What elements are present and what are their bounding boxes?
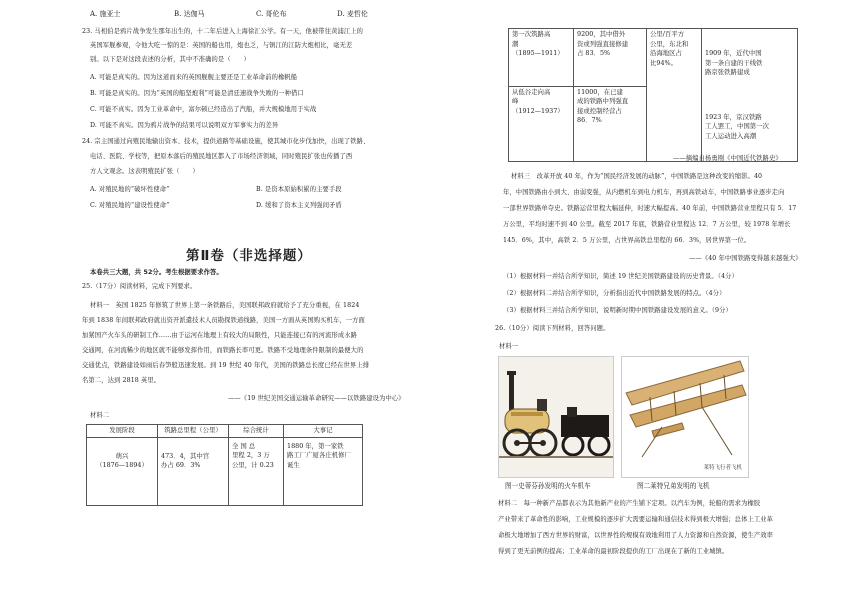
q25-part-2: （2）根据材料二并结合所学知识，分析指出近代中国铁路发展的特点。（4分） (503, 290, 726, 297)
q25-part-3: （3）根据材料三并结合所学知识，说明新时期中国铁路建设发展的意义。（9分） (503, 307, 732, 314)
q25-part-1: （1）根据材料一并结合所学知识，简述 19 世纪美国铁路建设的历史背景。（4分） (503, 273, 738, 280)
table1-source: ——摘编自杨勇刚《中国近代铁路史》 (673, 155, 782, 162)
q23-option-a: A. 可能是真实的。因为这道而来的英国舰舰主要还是工业革命前的橡帆船 (90, 74, 298, 81)
locomotive-image (498, 356, 614, 478)
q23-line: 别。以下是对这段表述的分析，其中不准确的是（ ） (90, 56, 250, 63)
table-header-cell: 大事记 (284, 425, 363, 438)
material3-line: 一部世界铁路单夺史。铁路运营里程大幅延伸，时速大幅提高。40 年前，中国铁路营业里程只有 5．17 (503, 205, 797, 212)
locomotive-illustration (499, 357, 613, 477)
airplane-illustration (622, 357, 748, 477)
railway-stage-table-continued (508, 28, 798, 162)
q24-line: 电话、医院、学校等，把原本落后的殖民地区都入了市场经济领域，同时殖民扩张也传播了西 (90, 153, 353, 160)
table-cell (702, 29, 798, 162)
q26-material1-label: 材料一 (499, 343, 519, 350)
flyer-label: 莱特飞行者飞机 (703, 465, 742, 471)
table-cell: 全 国 总 里程 2，3 万 公里，计 0.23 (229, 437, 284, 505)
q23-line: 英国军舰参观，令他大吃一惊的是：英国的船也用，炮也乏，与镇江的江防大炮相比，毫无差 (90, 42, 353, 49)
table-header-cell: 筑路总里程（公里） (158, 425, 229, 438)
q24-line: 24. 宗主国通过向殖民地输出资本、技术，提供道路等基础设施，使其城市化步伐加快，出现了铁路、 (82, 138, 370, 145)
q22-option-d: D. 麦哲伦 (337, 10, 368, 18)
q23-line: 23. 马相伯是鸦片战争发生那年出生的，十二年后进入上海徐汇公学。有一天，他被带往黄浦江上的 (82, 28, 364, 35)
railway-stage-table (86, 424, 363, 506)
material1-line: 交通网，在河流稀少的地区就不能够发挥作用，而铁路长率可更。铁路不受地理条件限制的最便大的 (82, 347, 364, 354)
table-cell: 萌兴 （1876—1894） (87, 437, 158, 505)
material1-source: ——《19 世纪美国交通运输革命研究——以铁路建设为中心》 (228, 395, 405, 402)
table-cell: 从低谷走向高 峰 （1912—1937） (509, 86, 574, 161)
material3-line: 145．6%，其中，高铁 2．5 万公里，占世界高铁总里程的 66．3%，居世界第一位。 (503, 237, 751, 244)
table-cell: 公里/百平方 公里，东北和 沿海地区占 比94%。 (647, 29, 702, 162)
table-row (87, 437, 363, 505)
q26-material2-line: 材料二 每一种新产品都表示为其他新产业的产生铺下定项。以汽车为例，轮船的需求为橡胶 (498, 500, 761, 507)
q26-intro: 26.（10分）阅读下列材料，回答问题。 (495, 325, 610, 332)
table-header-row (87, 425, 363, 438)
material3-line: 万公里，平均时速不到 40 公里。截至 2017 年底，铁路营业里程达 12．7 万公里，较 1978 年增长 (503, 221, 791, 228)
q24-option-d: D. 缓和了资本主义列强间矛盾 (256, 202, 342, 209)
table-header-cell: 综合统计 (229, 425, 284, 438)
table-cell: 11000，在已建 成的铁路中列强直 接或控制经营占 86．7% (574, 86, 647, 161)
q22-option-a: A. 施亚士 (90, 10, 121, 18)
material3-source: ——《40 年中国铁路变得越来越强大》 (689, 255, 802, 262)
material3-line: 年，中国铁路由小到大、由弱变强，从内燃机车到电力机车，再到高铁动车，中国铁路事业逐步走向 (503, 189, 785, 196)
material1-line: 材料一 英国 1825 年修筑了世界上第一条铁路后，美国联邦政府就给予了充分重视，在 1824 (90, 302, 360, 309)
table-header-cell: 发展阶段 (87, 425, 158, 438)
q24-line: 方人文观念。这表明殖民扩张（ ） (90, 168, 199, 175)
material2-label: 材料二 (90, 412, 110, 419)
material1-line: 名第二，达到 2818 英里。 (82, 377, 161, 384)
q24-option-c: C. 对殖民地的“建设性使命” (90, 202, 170, 209)
material3-line: 材料三 改革开放 40 年，作为“国民经济发展的动脉”，中国铁路是这种改变的缩影。40 (511, 173, 763, 180)
event-1909: 1909 年，近代中国 第一条自建的干线铁 路京张铁路建成 (705, 49, 763, 76)
q23-option-b: B. 可能是真实的。因为“英国的船坚炮利”可能是清廷速战争失败的一种借口 (90, 90, 304, 97)
material1-line: 交通优点，铁路建设如雨后春笋般迅速发展。到 19 世纪 40 年代，美国的铁路总长度已经在世界上排 (82, 362, 370, 369)
section-note: 本卷共三大题，共 52分。考生根据要求作答。 (90, 269, 223, 276)
material1-line: 加紧国产火车头的研制工作……由于运河在地理上有较大的局限性，只能连接已有的河流形成水路 (82, 332, 358, 339)
table-row (509, 29, 798, 87)
table-cell: 1880 年，第一家铁 路工厂广厦各庄机修厂 诞生 (284, 437, 363, 505)
q23-option-c: C. 可能不真实。因为工业革命中，富尔顿已经造出了汽船，并大规模地用于实战 (90, 106, 317, 113)
q22-option-b: B. 达伽马 (174, 10, 205, 18)
wright-flyer-image (621, 356, 749, 478)
q22-options (90, 10, 430, 19)
q24-option-b: B. 是资本原始积累的主要手段 (256, 186, 342, 193)
q25-intro: 25.（17分）阅读材料，完成下列要求。 (82, 283, 197, 290)
q24-option-a: A. 对殖民地的“破坏性使命” (90, 186, 170, 193)
table-cell: 9200，其中借外 资或列强直接修建 占 83．5% (574, 29, 647, 87)
event-1923: 1923 年，京汉铁路 工人罢工，中国第一次 工人运动进入高潮 (705, 112, 769, 140)
q26-material2-line: 得到了更无前例的提高；工业革命的最初阶段提供的工厂出现在了新的工业城镇。 (498, 548, 729, 555)
section-title: 第Ⅱ卷（非选择题） (186, 248, 312, 264)
q22-option-c: C. 哥伦布 (256, 10, 287, 18)
image-caption-left: 图一史蒂芬孙发明的火车机车 (505, 482, 591, 490)
q23-option-d: D. 可能不真实。因为鸦片战争的结果可以说明双方军事实力的差异 (90, 122, 279, 129)
material1-line: 年到 1838 年间联邦政府就出资开派遣技术人员勘探铁道线路，美国一方面从英国购买机车，一方面 (82, 317, 365, 324)
image-caption-right: 图二莱特兄弟发明的飞机 (637, 482, 710, 490)
table-cell: 473．4，其中官 办占 69．3% (158, 437, 229, 505)
q26-material2-line: 产业带来了革命性的影响，工业规模的逐步扩大需要运输和通信技术得到极大增强；总体上工业革 (498, 516, 774, 523)
table-cell: 第一次筑路高 潮 （1895—1911） (509, 29, 574, 87)
q26-material2-line: 命极大地增加了西方世界的财富，以世界性的规模有效地利用了人力资源和自然资源，使生产效率 (498, 532, 774, 539)
